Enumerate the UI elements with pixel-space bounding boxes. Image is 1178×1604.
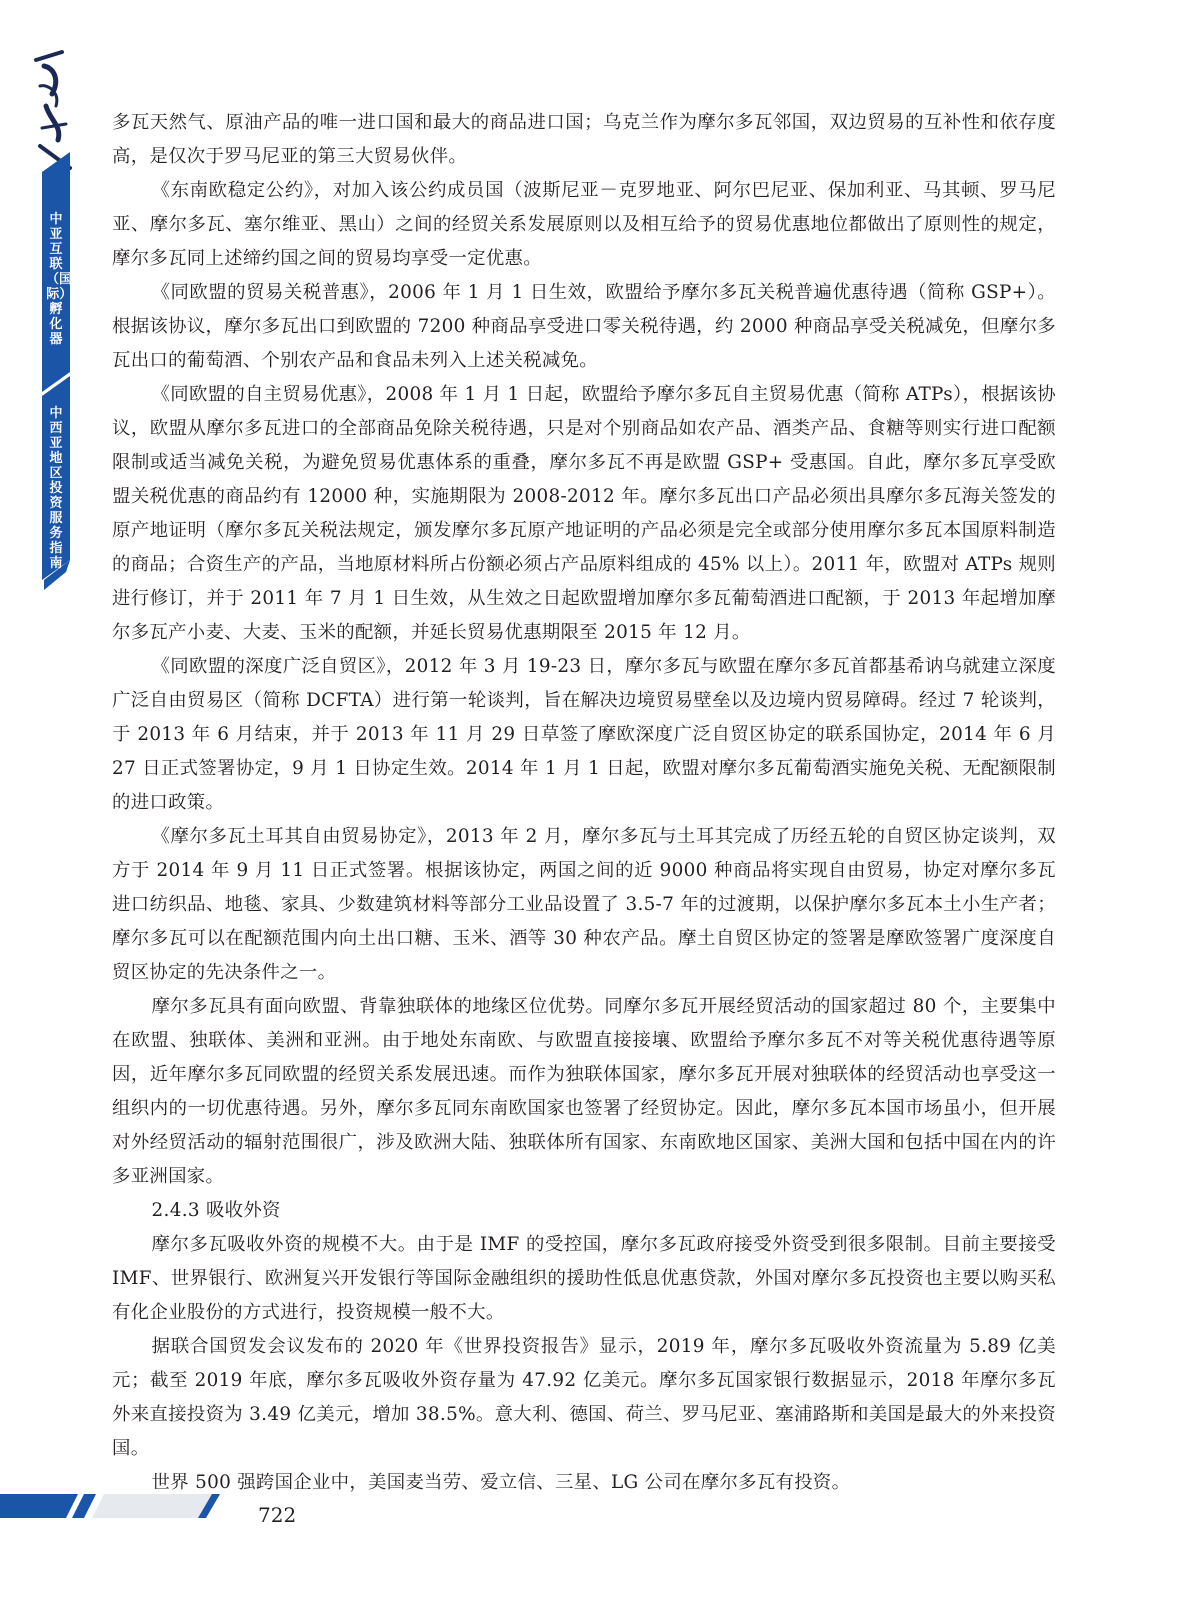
paragraph: 《同欧盟的深度广泛自贸区》，2012 年 3 月 19-23 日，摩尔多瓦与欧盟在摩尔多瓦首都基希讷乌就建立深度广泛自由贸易区（简称 DCFTA）进行第一轮谈判，旨在解决边境贸易壁垒以及边境内贸易障碍。经过 7 轮谈判，于 2013 年 6 月结束，并于 2013 年 11 月 29 日草签了摩欧深度广泛自贸区协定的联系国协定，2014 年 6 月 27 日正式签署协定，9 月 1 日协定生效。2014 年 1 月 1 日起，欧盟对摩尔多瓦葡萄酒实施免关税、无配额限制的进口政策。 [112, 656, 1056, 813]
logo-calligraphy [36, 52, 70, 168]
paragraph: 摩尔多瓦吸收外资的规模不大。由于是 IMF 的受控国，摩尔多瓦政府接受外资受到很多限制。目前主要接受 IMF、世界银行、欧洲复兴开发银行等国际金融组织的援助性低息优惠贷款，外国对摩尔多瓦投资也主要以购买私有化企业股份的方式进行，投资规模一般不大。 [112, 1234, 1056, 1323]
paragraph: 多瓦天然气、原油产品的唯一进口国和最大的商品进口国；乌克兰作为摩尔多瓦邻国，双边贸易的互补性和依存度高，是仅次于罗马尼亚的第三大贸易伙伴。 [112, 112, 1056, 167]
page-number: 722 [258, 1503, 297, 1527]
sidebar-decoration [0, 0, 86, 1600]
paragraph: 《东南欧稳定公约》，对加入该公约成员国（波斯尼亚－克罗地亚、阿尔巴尼亚、保加利亚、马其顿、罗马尼亚、摩尔多瓦、塞尔维亚、黑山）之间的经贸关系发展原则以及相互给予的贸易优惠地位都做出了原则性的规定，摩尔多瓦同上述缔约国之间的贸易均享受一定优惠。 [112, 180, 1056, 269]
paragraph: 世界 500 强跨国企业中，美国麦当劳、爱立信、三星、LG 公司在摩尔多瓦有投资。 [151, 1472, 851, 1493]
series-label: 中亚互联（国际）孵化器 [46, 212, 73, 347]
paragraph: 据联合国贸发会议发布的 2020 年《世界投资报告》显示，2019 年，摩尔多瓦吸收外资流量为 5.89 亿美元；截至 2019 年底，摩尔多瓦吸收外资存量为 47.92 亿美元。摩尔多瓦国家银行数据显示，2018 年摩尔多瓦外来直接投资为 3.49 亿美元，增加 38.5%。意大利、德国、荷兰、罗马尼亚、塞浦路斯和美国是最大的外来投资国。 [112, 1336, 1056, 1459]
footer [0, 1478, 1178, 1538]
paragraph: 《摩尔多瓦土耳其自由贸易协定》，2013 年 2 月，摩尔多瓦与土耳其完成了历经五轮的自贸区协定谈判，双方于 2014 年 9 月 11 日正式签署。根据该协定，两国之间的近 9000 种商品将实现自由贸易，协定对摩尔多瓦进口纺织品、地毯、家具、少数建筑材料等部分工业品设置了 3.5-7 年的过渡期，以保护摩尔多瓦本土小生产者；摩尔多瓦可以在配额范围内向土出口糖、玉米、酒等 30 种农产品。摩土自贸区协定的签署是摩欧签署广度深度自贸区协定的先决条件之一。 [112, 826, 1056, 983]
sidebar [0, 0, 86, 1600]
page-content [112, 106, 1056, 1500]
guide-label: 中西亚地区投资服务指南 [49, 406, 63, 571]
footer-stripes [0, 1478, 260, 1538]
paragraph: 摩尔多瓦具有面向欧盟、背靠独联体的地缘区位优势。同摩尔多瓦开展经贸活动的国家超过 80 个，主要集中在欧盟、独联体、美洲和亚洲。由于地处东南欧、与欧盟直接接壤、欧盟给予摩尔多瓦不对等关税优惠待遇等原因，近年摩尔多瓦同欧盟的经贸关系发展迅速。而作为独联体国家，摩尔多瓦开展对独联体的经贸活动也享受这一组织内的一切优惠待遇。另外，摩尔多瓦同东南欧国家也签署了经贸协定。因此，摩尔多瓦本国市场虽小，但开展对外经贸活动的辐射范围很广，涉及欧洲大陆、独联体所有国家、东南欧地区国家、美洲大国和包括中国在内的许多亚洲国家。 [112, 996, 1056, 1187]
paragraph: 《同欧盟的贸易关税普惠》，2006 年 1 月 1 日生效，欧盟给予摩尔多瓦关税普遍优惠待遇（简称 GSP+）。根据该协议，摩尔多瓦出口到欧盟的 7200 种商品享受进口零关税待遇，约 2000 种商品享受关税减免，但摩尔多瓦出口的葡萄酒、个别农产品和食品未列入上述关税减免。 [112, 282, 1056, 371]
paragraph: 《同欧盟的自主贸易优惠》，2008 年 1 月 1 日起，欧盟给予摩尔多瓦自主贸易优惠（简称 ATPs），根据该协议，欧盟从摩尔多瓦进口的全部商品免除关税待遇，只是对个别商品如农产品、酒类产品、食糖等则实行进口配额限制或适当减免关税，为避免贸易优惠体系的重叠，摩尔多瓦不再是欧盟 GSP+ 受惠国。自此，摩尔多瓦享受欧盟关税优惠的商品约有 12000 种，实施期限为 2008-2012 年。摩尔多瓦出口产品必须出具摩尔多瓦海关签发的原产地证明（摩尔多瓦关税法规定，颁发摩尔多瓦原产地证明的产品必须是完全或部分使用摩尔多瓦本国原料制造的商品；合资生产的产品，当地原材料所占份额必须占产品原料组成的 45% 以上）。2011 年，欧盟对 ATPs 规则进行修订，并于 2011 年 7 月 1 日生效，从生效之日起欧盟增加摩尔多瓦葡萄酒进口配额，于 2013 年起增加摩尔多瓦产小麦、大麦、玉米的配额，并延长贸易优惠期限至 2015 年 12 月。 [112, 384, 1056, 643]
section-heading: 2.4.3 吸收外资 [151, 1200, 281, 1221]
